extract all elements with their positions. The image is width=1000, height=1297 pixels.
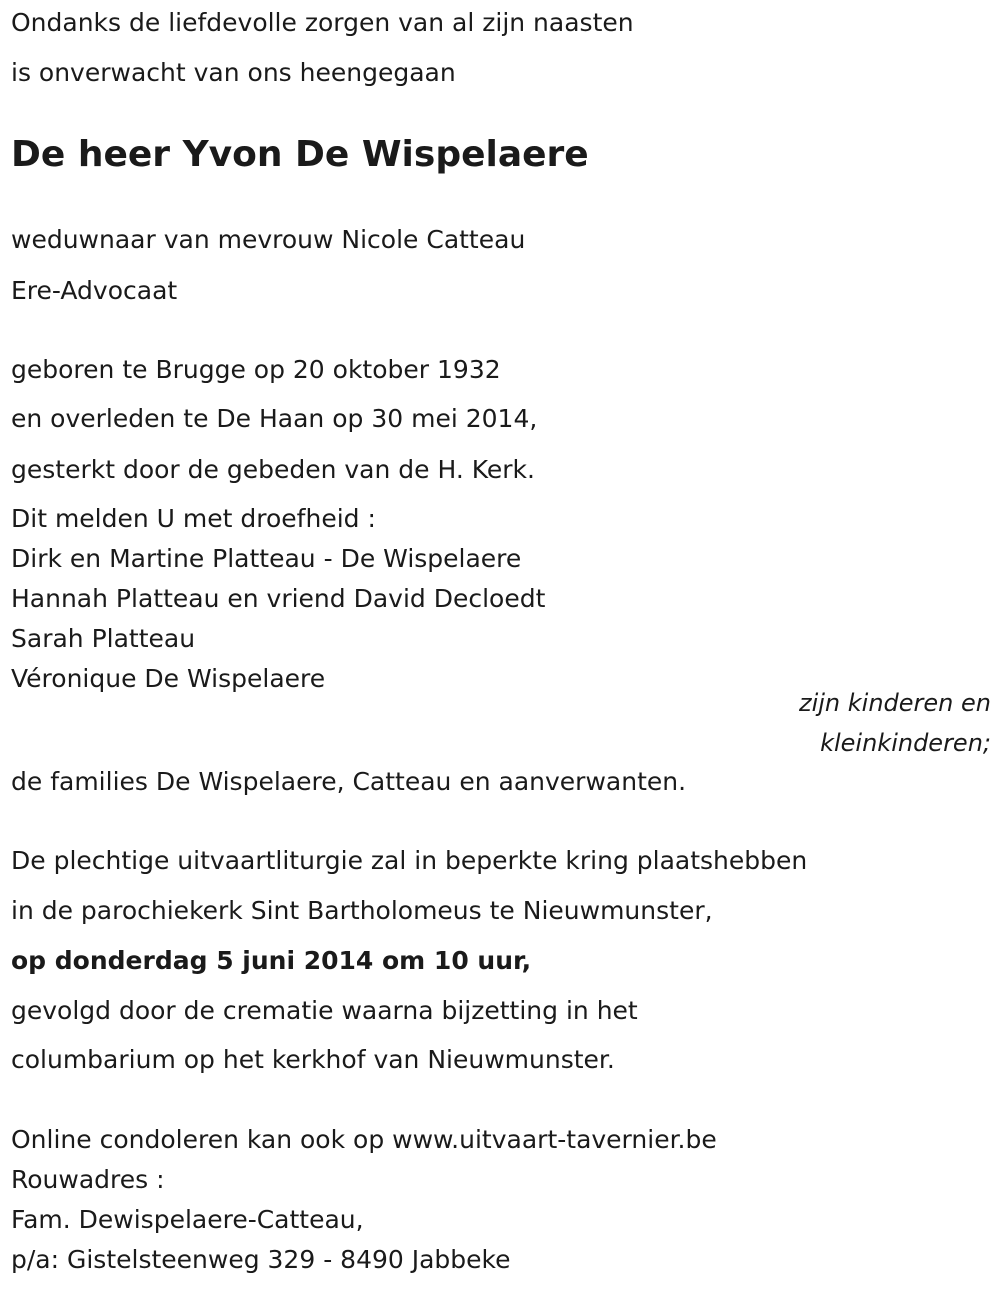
mourner-1: Dirk en Martine Platteau - De Wispelaere [11,544,522,573]
funeral-date: op donderdag 5 juni 2014 om 10 uur, [11,946,532,975]
funeral-line-1: De plechtige uitvaartliturgie zal in beperkte kring plaatshebben [11,846,808,875]
online-condolence: Online condoleren kan ook op www.uitvaart-tavernier.be [11,1125,717,1154]
address-label: Rouwadres : [11,1165,165,1194]
church-line: gesterkt door de gebeden van de H. Kerk. [11,455,535,484]
deceased-name: De heer Yvon De Wispelaere [11,134,589,175]
relation-line-1: zijn kinderen en [799,689,991,717]
mourner-2: Hannah Platteau en vriend David Decloedt [11,584,546,613]
funeral-line-2: in de parochiekerk Sint Bartholomeus te Nieuwmunster, [11,896,713,925]
birth-line: geboren te Brugge op 20 oktober 1932 [11,355,501,384]
funeral-line-4: columbarium op het kerkhof van Nieuwmunster. [11,1045,615,1074]
funeral-line-3: gevolgd door de crematie waarna bijzetting in het [11,996,638,1025]
families-line: de families De Wispelaere, Catteau en aanverwanten. [11,767,687,796]
announce-label: Dit melden U met droefheid : [11,504,376,533]
mourner-4: Véronique De Wispelaere [11,664,326,693]
death-line: en overleden te De Haan op 30 mei 2014, [11,404,538,433]
intro-line-2: is onverwacht van ons heengegaan [11,58,456,87]
title-profession: Ere-Advocaat [11,276,178,305]
address-name: Fam. Dewispelaere-Catteau, [11,1205,364,1234]
address-street: p/a: Gistelsteenweg 329 - 8490 Jabbeke [11,1245,511,1274]
relation-line-2: kleinkinderen; [820,729,991,757]
intro-line-1: Ondanks de liefdevolle zorgen van al zijn naasten [11,8,634,37]
mourner-3: Sarah Platteau [11,624,196,653]
title-widower: weduwnaar van mevrouw Nicole Catteau [11,225,526,254]
